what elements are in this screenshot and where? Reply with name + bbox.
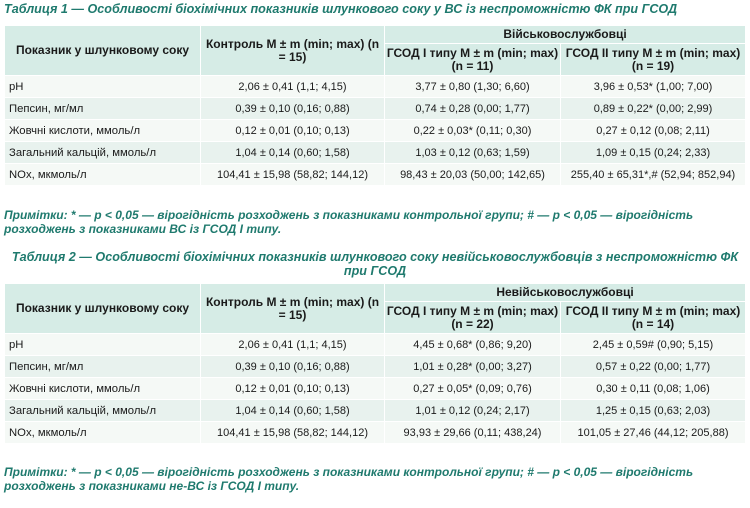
row-label: Загальний кальцій, ммоль/л	[5, 400, 201, 422]
type2-value: 101,05 ± 27,46 (44,12; 205,88)	[561, 422, 746, 444]
type2-value: 0,57 ± 0,22 (0,00; 1,77)	[561, 356, 746, 378]
control-value: 0,12 ± 0,01 (0,10; 0,13)	[201, 378, 385, 400]
table-row	[5, 142, 746, 164]
group-header: Невійськовослужбовці	[385, 284, 746, 302]
type1-value: 1,01 ± 0,12 (0,24; 2,17)	[385, 400, 561, 422]
table-row	[5, 120, 746, 142]
type1-value: 98,43 ± 20,03 (50,00; 142,65)	[385, 164, 561, 186]
type2-value: 0,27 ± 0,12 (0,08; 2,11)	[561, 120, 746, 142]
table-1-caption: Таблиця 1 — Особливості біохімічних показників шлункового соку у ВС із неспроможністю ФК при ГСОД	[4, 2, 678, 16]
table-2-caption: Таблиця 2 — Особливості біохімічних показників шлункового соку невійськовослужбовців з неспроможністю ФК при ГСОД	[11, 250, 739, 278]
type2-value: 1,09 ± 0,15 (0,24; 2,33)	[561, 142, 746, 164]
table-2-note: Примітки: * — p < 0,05 — вірогідність розходжень з показниками контрольної групи; # — p < 0,05 — вірогідність розходжень з показниками не-ВС із ГСОД I типу.	[4, 465, 694, 493]
type2-value: 0,89 ± 0,22* (0,00; 2,99)	[561, 98, 746, 120]
type2-value: 255,40 ± 65,31*,# (52,94; 852,94)	[561, 164, 746, 186]
row-label: pH	[5, 334, 201, 356]
indicator-header: Показник у шлунковому соку	[5, 284, 201, 334]
table-row	[5, 334, 746, 356]
type1-value: 0,27 ± 0,05* (0,09; 0,76)	[385, 378, 561, 400]
table-row	[5, 76, 746, 98]
control-value: 0,39 ± 0,10 (0,16; 0,88)	[201, 98, 385, 120]
type1-value: 0,22 ± 0,03* (0,11; 0,30)	[385, 120, 561, 142]
type1-value: 1,01 ± 0,28* (0,00; 3,27)	[385, 356, 561, 378]
control-value: 0,39 ± 0,10 (0,16; 0,88)	[201, 356, 385, 378]
type2-header: ГСОД II типу M ± m (min; max) (n = 14)	[561, 302, 746, 334]
control-value: 0,12 ± 0,01 (0,10; 0,13)	[201, 120, 385, 142]
group-header: Військовослужбовці	[385, 26, 746, 44]
type1-value: 93,93 ± 29,66 (0,11; 438,24)	[385, 422, 561, 444]
table-row	[5, 422, 746, 444]
control-value: 1,04 ± 0,14 (0,60; 1,58)	[201, 400, 385, 422]
row-label: pH	[5, 76, 201, 98]
row-label: Пепсин, мг/мл	[5, 356, 201, 378]
control-value: 2,06 ± 0,41 (1,1; 4,15)	[201, 334, 385, 356]
type1-value: 0,74 ± 0,28 (0,00; 1,77)	[385, 98, 561, 120]
table-row	[5, 164, 746, 186]
control-header: Контроль M ± m (min; max) (n = 15)	[201, 26, 385, 76]
table-row	[5, 356, 746, 378]
type1-header: ГСОД I типу M ± m (min; max) (n = 11)	[385, 44, 561, 76]
control-header: Контроль M ± m (min; max) (n = 15)	[201, 284, 385, 334]
row-label: NOx, мкмоль/л	[5, 164, 201, 186]
row-label: Загальний кальцій, ммоль/л	[5, 142, 201, 164]
type1-header: ГСОД I типу M ± m (min; max) (n = 22)	[385, 302, 561, 334]
table-1	[4, 25, 746, 186]
type1-value: 1,03 ± 0,12 (0,63; 1,59)	[385, 142, 561, 164]
table-2	[4, 283, 746, 444]
control-value: 104,41 ± 15,98 (58,82; 144,12)	[201, 422, 385, 444]
type2-header: ГСОД II типу M ± m (min; max) (n = 19)	[561, 44, 746, 76]
type2-value: 0,30 ± 0,11 (0,08; 1,06)	[561, 378, 746, 400]
indicator-header: Показник у шлунковому соку	[5, 26, 201, 76]
type1-value: 4,45 ± 0,68* (0,86; 9,20)	[385, 334, 561, 356]
type2-value: 1,25 ± 0,15 (0,63; 2,03)	[561, 400, 746, 422]
table-row	[5, 378, 746, 400]
row-label: Жовчні кислоти, ммоль/л	[5, 120, 201, 142]
type1-value: 3,77 ± 0,80 (1,30; 6,60)	[385, 76, 561, 98]
row-label: Пепсин, мг/мл	[5, 98, 201, 120]
type2-value: 3,96 ± 0,53* (1,00; 7,00)	[561, 76, 746, 98]
type2-value: 2,45 ± 0,59# (0,90; 5,15)	[561, 334, 746, 356]
row-label: Жовчні кислоти, ммоль/л	[5, 378, 201, 400]
control-value: 1,04 ± 0,14 (0,60; 1,58)	[201, 142, 385, 164]
row-label: NOx, мкмоль/л	[5, 422, 201, 444]
table-row	[5, 98, 746, 120]
control-value: 2,06 ± 0,41 (1,1; 4,15)	[201, 76, 385, 98]
table-1-note: Примітки: * — p < 0,05 — вірогідність розходжень з показниками контрольної групи; # — p < 0,05 — вірогідність розходжень з показниками ВС із ГСОД I типу.	[4, 208, 694, 236]
control-value: 104,41 ± 15,98 (58,82; 144,12)	[201, 164, 385, 186]
table-row	[5, 400, 746, 422]
